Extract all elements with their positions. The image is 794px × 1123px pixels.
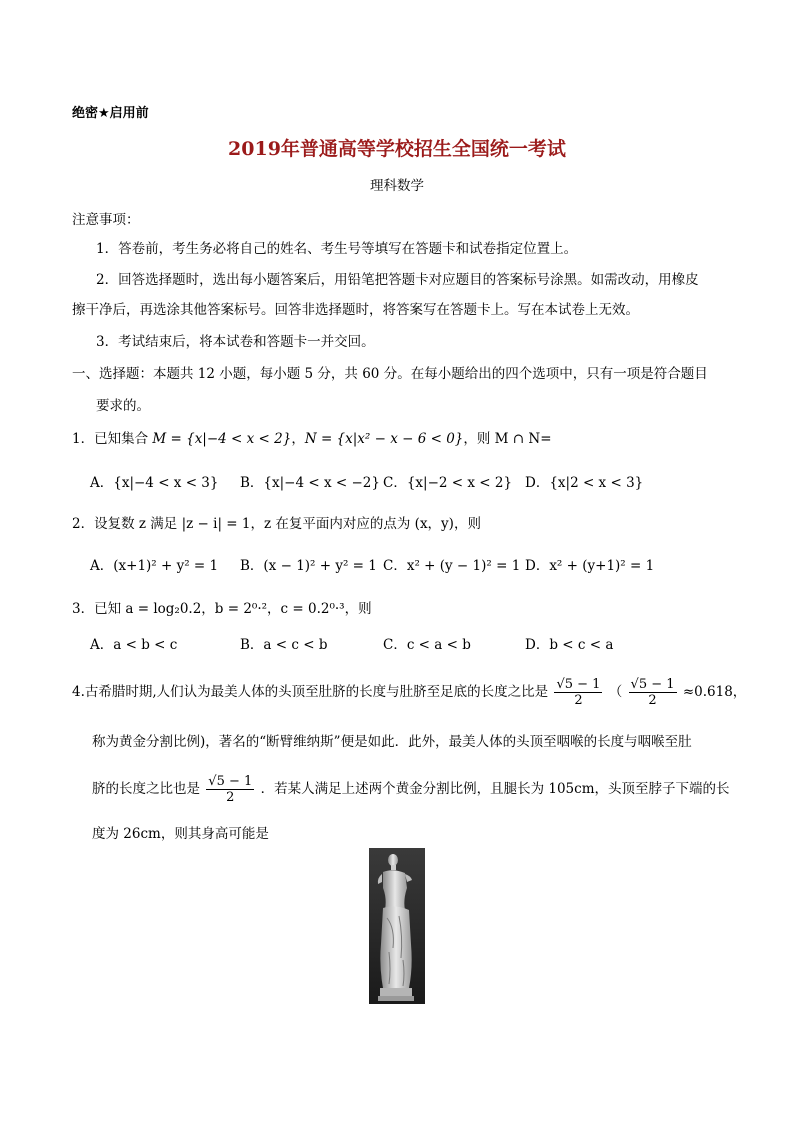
- q1-option-c[interactable]: C．{x|−2 < x < 2}: [383, 475, 513, 491]
- q1-suffix: ，则 M ∩ N=: [463, 431, 552, 447]
- fraction-denominator: 2: [574, 693, 583, 708]
- question-4-line-1: [72, 677, 746, 708]
- q1-separator: ，: [291, 431, 305, 447]
- fraction-numerator: √5 − 1: [556, 677, 601, 692]
- question-4-line-3: [92, 774, 730, 805]
- fraction-denominator-2: 2: [648, 693, 657, 708]
- q3-option-a[interactable]: A．a < b < c: [90, 637, 178, 653]
- golden-ratio-fraction: [554, 677, 602, 708]
- q2-option-a[interactable]: A．(x+1)² + y² = 1: [90, 558, 219, 574]
- q4-line-3-prefix: 脐的长度之比也是: [92, 781, 200, 797]
- q3-option-b[interactable]: B．a < c < b: [240, 637, 328, 653]
- exam-title: 2019年普通高等学校招生全国统一考试: [228, 138, 566, 160]
- q3-option-c[interactable]: C．c < a < b: [383, 637, 471, 653]
- q2-option-d[interactable]: D．x² + (y+1)² = 1: [525, 558, 655, 574]
- golden-ratio-fraction-3: [206, 774, 254, 805]
- q1-option-a[interactable]: A．{x|−4 < x < 3}: [90, 475, 219, 491]
- paren-open: （: [608, 684, 623, 700]
- q1-option-d[interactable]: D．{x|2 < x < 3}: [525, 475, 644, 491]
- golden-ratio-fraction-2: [629, 677, 677, 708]
- q1-option-b[interactable]: B．{x|−4 < x < −2}: [240, 475, 380, 491]
- notice-item-2-line-1: 2．回答选择题时，选出每小题答案后，用铅笔把答题卡对应题目的答案标号涂黑。如需改动，用橡皮: [96, 272, 699, 288]
- question-2-stem: 2．设复数 z 满足 |z − i| = 1，z 在复平面内对应的点为 (x，y)，则: [72, 516, 481, 532]
- section-1-heading-line-2: 要求的。: [96, 398, 150, 414]
- fraction-numerator-3: √5 − 1: [208, 774, 253, 789]
- confidential-label: 绝密★启用前: [72, 106, 149, 121]
- exam-subtitle: 理科数学: [370, 178, 424, 194]
- q1-prefix: 1．已知集合: [72, 431, 153, 447]
- venus-statue-image: [369, 848, 425, 1004]
- q4-line-3-suffix: ．若某人满足上述两个黄金分割比例，且腿长为 105cm，头顶至脖子下端的长: [260, 781, 730, 797]
- notice-item-3: 3．考试结束后，将本试卷和答题卡一并交回。: [96, 334, 375, 350]
- q4-line-1-prefix: 4.古希腊时期,人们认为最美人体的头顶至肚脐的长度与肚脐至足底的长度之比是: [72, 684, 549, 700]
- q3-option-d[interactable]: D．b < c < a: [525, 637, 614, 653]
- q1-set-n: N = {x|x² − x − 6 < 0}: [304, 431, 464, 447]
- question-3-stem: 3．已知 a = log₂0.2，b = 2⁰·²，c = 0.2⁰·³，则: [72, 601, 372, 617]
- fraction-denominator-3: 2: [226, 790, 235, 805]
- notice-item-2-line-2: 擦干净后，再选涂其他答案标号。回答非选择题时，将答案写在答题卡上。写在本试卷上无效。: [72, 302, 639, 318]
- q2-option-b[interactable]: B．(x − 1)² + y² = 1: [240, 558, 377, 574]
- question-4-line-2: 称为黄金分割比例)，著名的“断臂维纳斯”便是如此．此外，最美人体的头顶至咽喉的长度与咽喉至肚: [92, 734, 692, 750]
- q1-set-m: M = {x|−4 < x < 2}: [152, 431, 292, 447]
- fraction-numerator-2: √5 − 1: [630, 677, 675, 692]
- q2-option-c[interactable]: C．x² + (y − 1)² = 1: [383, 558, 521, 574]
- question-4-line-4: 度为 26cm，则其身高可能是: [92, 826, 269, 842]
- approx-value: ≈0.618，: [682, 684, 747, 700]
- notice-heading: 注意事项：: [72, 212, 140, 228]
- question-1-stem: [72, 427, 552, 447]
- section-1-heading-line-1: 一、选择题：本题共 12 小题，每小题 5 分，共 60 分。在每小题给出的四个选项中，只有一项是符合题目: [72, 366, 708, 382]
- notice-item-1: 1．答卷前，考生务必将自己的姓名、考生号等填写在答题卡和试卷指定位置上。: [96, 241, 578, 257]
